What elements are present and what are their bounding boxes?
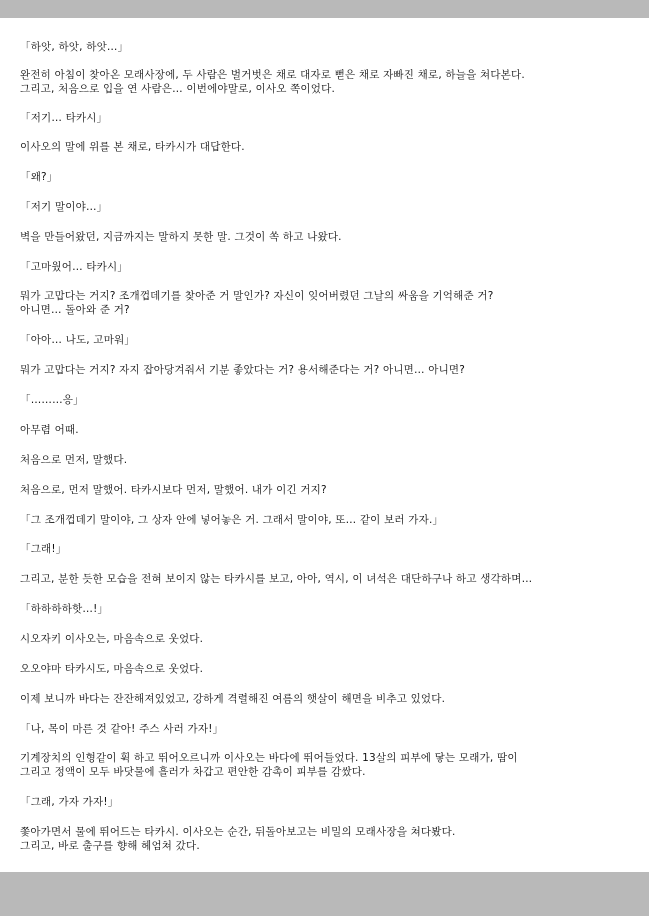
document-page bbox=[0, 18, 649, 872]
paragraph: 「왜?」 bbox=[20, 171, 58, 183]
paragraph: 그리고, 분한 듯한 모습을 전혀 보이지 않는 타카시를 보고, 아아, 역시, 이 녀석은 대단하구나 하고 생각하며… bbox=[20, 573, 533, 585]
paragraph: 「………응」 bbox=[20, 394, 84, 406]
paragraph: 그리고 정액이 모두 바닷물에 흘러가 차갑고 편안한 감촉이 피부를 감쌌다. bbox=[20, 766, 366, 778]
paragraph: 「그래!」 bbox=[20, 543, 67, 555]
paragraph: 처음으로 먼저, 말했다. bbox=[20, 454, 128, 466]
paragraph: 뭐가 고맙다는 거지? 조개껍데기를 찾아준 거 말인가? 자신이 잊어버렸던 그날의 싸움을 기억해준 거? bbox=[20, 290, 494, 302]
paragraph: 「그 조개껍데기 말이야, 그 상자 안에 넣어놓은 거. 그래서 말이야, 또… 같이 보러 가자.」 bbox=[20, 514, 444, 526]
paragraph: 「하하하하핫…!」 bbox=[20, 603, 109, 615]
paragraph: 완전히 아침이 찾아온 모래사장에, 두 사람은 벌거벗은 채로 대자로 뻗은 채로 자빠진 채로, 하늘을 쳐다본다. bbox=[20, 69, 525, 81]
paragraph: 아니면… 돌아와 준 거? bbox=[20, 304, 130, 316]
paragraph: 「저기… 타카시」 bbox=[20, 112, 108, 124]
bottom-margin-band bbox=[0, 872, 649, 916]
paragraph: 「나, 목이 마른 것 같아! 주스 사러 가자!」 bbox=[20, 723, 224, 735]
paragraph: 시오자키 이사오는, 마음속으로 웃었다. bbox=[20, 633, 204, 645]
paragraph: 「하앗, 하앗, 하앗…」 bbox=[20, 41, 129, 53]
paragraph: 벽을 만들어왔던, 지금까지는 말하지 못한 말. 그것이 쏙 하고 나왔다. bbox=[20, 231, 342, 243]
paragraph: 「고마웠어… 타카시」 bbox=[20, 261, 129, 273]
paragraph: 아무렴 어때. bbox=[20, 424, 79, 436]
paragraph: 기계장치의 인형같이 휙 하고 뛰어오르니까 이사오는 바다에 뛰어들었다. 13살의 피부에 닿는 모래가, 땀이 bbox=[20, 752, 518, 764]
paragraph: 이사오의 말에 위를 본 채로, 타카시가 대답한다. bbox=[20, 141, 245, 153]
paragraph: 그리고, 처음으로 입을 연 사람은… 이번에야말로, 이사오 쪽이었다. bbox=[20, 83, 335, 95]
paragraph: 이제 보니까 바다는 잔잔해져있었고, 강하게 격렬해진 여름의 햇살이 해면을 비추고 있었다. bbox=[20, 693, 446, 705]
paragraph: 쫓아가면서 물에 뛰어드는 타카시. 이사오는 순간, 뒤돌아보고는 비밀의 모래사장을 쳐다봤다. bbox=[20, 826, 456, 838]
paragraph: 뭐가 고맙다는 거지? 자지 잡아당겨줘서 기분 좋았다는 거? 용서해준다는 거? 아니면… 아니면? bbox=[20, 364, 466, 376]
paragraph: 「그래, 가자 가자!」 bbox=[20, 796, 119, 808]
top-margin-band bbox=[0, 0, 649, 18]
paragraph: 처음으로, 먼저 말했어. 타카시보다 먼저, 말했어. 내가 이긴 거지? bbox=[20, 484, 327, 496]
paragraph: 오오야마 타카시도, 마음속으로 웃었다. bbox=[20, 663, 204, 675]
paragraph: 「저기 말이야…」 bbox=[20, 201, 108, 213]
paragraph: 그리고, 바로 출구를 향해 헤엄쳐 갔다. bbox=[20, 840, 200, 852]
paragraph: 「아아… 나도, 고마워」 bbox=[20, 334, 136, 346]
